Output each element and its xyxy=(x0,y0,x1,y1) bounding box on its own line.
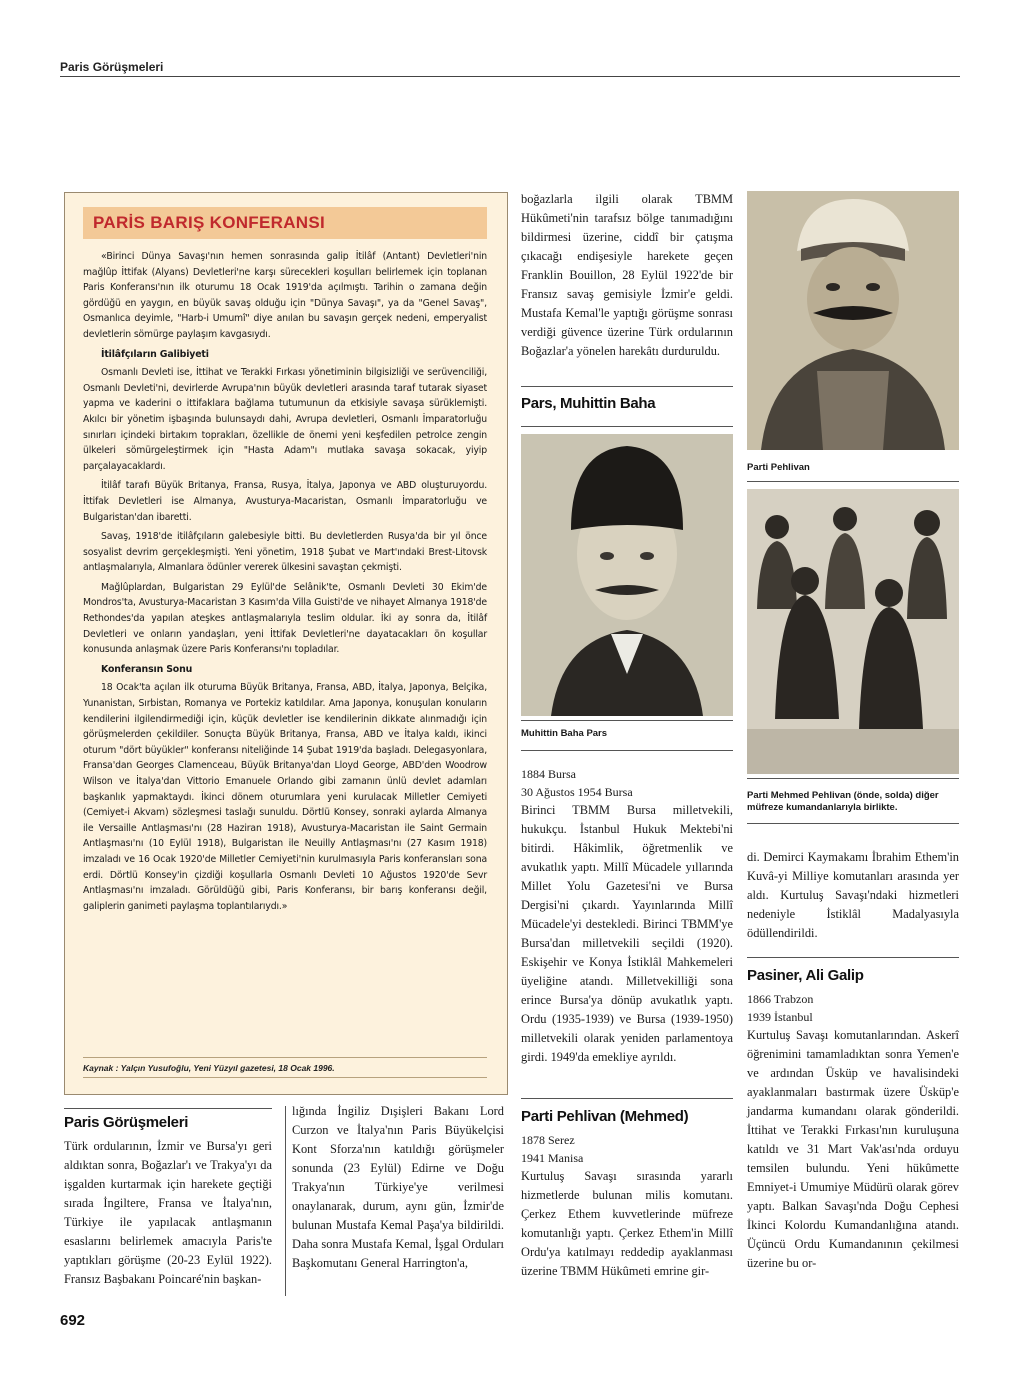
group-caption: Parti Mehmed Pehlivan (önde, solda) diğer müfreze kumandanlarıyla birlikte. xyxy=(747,790,939,813)
box-paragraph: Mağlûplardan, Bulgaristan 29 Eylül'de Selânik'te, Osmanlı Devleti 30 Ekim'de Mondros'ta, Avusturya-Macaristan 3 Kasım'da Villa Guisti'de ve nihayet Almanya 1918'de Rethondes'da yapılan ateşkes antlaşmalarıyla teslim oldular. İki ay sonra da, İtilâf Devletleri ve onların yandaşları, yeni İttifak Devletleri'ne dayatacakları ön koşullar konusunda anlaşmak üzere Paris Konferansı'nı topladılar. xyxy=(83,581,487,656)
box-body xyxy=(83,249,487,918)
portrait-illustration xyxy=(521,434,733,716)
box-source-rule xyxy=(83,1057,487,1058)
pehlivan-heading: Parti Pehlivan (Mehmed) xyxy=(521,1108,689,1125)
paris-text-1: Türk ordularının, İzmir ve Bursa'yı geri aldıktan sonra, Boğazlar'ı ve Trakya'yı da işgalden kurtarmak için harekete geçtiği sırada İngiltere, Fransa ve İtalya'nın, Türkiye ile yapılacak antlaşmanın esaslarını belirlemek amacıyla Paris'te yaptıkları görüşme (20-23 Eylül 1922). Fransız Başbakanı Poincaré'nin başkan- xyxy=(64,1139,272,1286)
paris-heading: Paris Görüşmeleri xyxy=(64,1114,189,1131)
parti-pehlivan-photo xyxy=(747,191,959,450)
box-paragraph: İtilâf tarafı Büyük Britanya, Fransa, Rusya, İtalya, Japonya ve ABD oluşturuyordu. İttifak Devletleri ise Almanya, Avusturya-Macaristan, Osmanlı İmparatorluğu ve Bulgaristan'dan ibaretti. xyxy=(83,480,487,523)
entry-rule xyxy=(747,957,959,958)
pehlivan-entry xyxy=(521,1108,733,1281)
sidebar-box xyxy=(64,192,508,1095)
pars-caption: Muhittin Baha Pars xyxy=(521,728,608,739)
photo-rule xyxy=(747,481,959,482)
box-paragraph: Osmanlı Devleti ise, İttihat ve Terakki Fırkası yönetiminin bilgisizliği ve serüvenciliği, Osmanlı Devleti'ni, devirlerde Avrupa'nın büyük devletleri arasında taraf tutarak siyaset yapma ve kaderini o ittifaklara bağlama tutumunun da etkisiyle savaşa sürüklemişti. Akılcı bir yönetim işbaşında bulunsaydı dahi, Avrupa devletleri, Osmanlı İmparatorluğu sınırları içindeki birtakım toprakları, özellikle de önemi yeni keşfedilen petrolce zengin ülkeleri sömürgeleştirmek için "Hasta Adam"ı mutlaka savaşa sokacak, yiyip parçalayacaklardı. xyxy=(83,367,487,472)
box-bottom-rule xyxy=(83,1077,487,1078)
pars-heading: Pars, Muhittin Baha xyxy=(521,395,656,412)
box-subhead: İtilâfçıların Galibiyeti xyxy=(101,348,209,360)
photo-rule xyxy=(521,426,733,427)
box-title: PARİS BARIŞ KONFERANSI xyxy=(83,207,487,239)
pasiner-died: 1939 İstanbul xyxy=(747,1010,813,1024)
pehlivan-died: 1941 Manisa xyxy=(521,1151,584,1165)
boğazlar-text: boğazlarla ilgili olarak TBMM Hükûmeti'nin tarafsız bölge tanımadığını bildirmesi üzerine, ciddî bir çatışma çıkacağı endişesiyle harekete geçen Franklin Bouillon, 28 Eylül 1922'de bir Fransız savaş gemisiyle İzmir'e geldi. Mustafa Kemal'le yaptığı görüşme sonrası verdiği güvence üzerine Türk ordularının Boğazlar'a yönelen harekâtı durduruldu. xyxy=(521,192,733,358)
running-header: Paris Görüşmeleri xyxy=(60,60,164,74)
box-subhead: Konferansın Sonu xyxy=(101,663,193,675)
pasiner-entry xyxy=(747,967,959,1273)
pars-died: 30 Ağustos 1954 Bursa xyxy=(521,785,633,799)
box-paragraph: 18 Ocak'ta açılan ilk oturuma Büyük Britanya, Fransa, ABD, İtalya, Japonya, Belçika, Yunanistan, Sırbistan, Romanya ve Portekiz katıldılar. Ama Japonya, konuşulan konuların kendilerini ilgilendirmediği için, küçük devletler ise kendilerinin dikkate alınmadığı için görüşmelerden çekildiler. Sonuçta Büyük Britanya, Fransa, ABD ve İtalya kaldı, ikinci oturum "dört büyükler" konferansı niteliğinde 14 Şubat 1919'da başladı. Delegasyonlara, Fransa'dan Georges Clamenceau, Büyük Britanya'dan Lloyd George, ABD'den Woodrow Wilson ve İtalya'dan Vittorio Emanuele Orlando gibi zamanın ünlü devlet adamları başkanlık yapmaktaydı. İkinci dönem oturumlara yeni kurulacak Milletler Cemiyeti (Cemiyet-i Akvam) sözleşmesi taslağı sunuldu. Dörtlü Konsey, sonraki aylarda Almanya ile Versaille Antlaşması'nı (28 Haziran 1918), Avusturya-Macaristan ile Saint Germain Antlaşması'nı (10 Eylül 1918), Bulgaristan ile Neuilly Antlaşması'nı (27 Kasım 1918) imzaladı ve 16 Ocak 1920'de Milletler Cemiyeti'nin kurulmasıyla Paris konferansları sona erdi. Dörtlü Konsey'in çizdiği koşullarla Osmanlı Devleti 10 Ağustos 1920'de Sevr Antlaşması'nı imzaladı. Görüldüğü gibi, Paris Konferansı, bir barış konferansı değil, galiplerin ganimeti paylaşma toplantılarıydı.» xyxy=(83,682,487,912)
pasiner-text: Kurtuluş Savaşı komutanlarından. Askerî öğrenimini tamamladıktan sonra Yemen'e ve ardından Üsküp ve havalisindeki ayaklanmaları bastırmak üzere Üsküp'e jandarma kumandanı olarak gönderildi. İttihat ve Terakki Fırkası'nın kuruluşuna katıldı ve 31 Mart Vak'ası'nda orduyu temsilen bulundu. Yeni hükûmette Emniyet-i Umumiye Müdürü olarak görev yaptı. Balkan Savaşı'nda Doğu Cephesi İkinci Kolordu Kumandanlığına atandı. Üçüncü Ordu Kumandanının çekilmesi üzerine bu or- xyxy=(747,1028,959,1270)
caption-rule xyxy=(747,778,959,779)
portrait-illustration xyxy=(747,191,959,450)
pars-text: Birinci TBMM Bursa milletvekili, hukukçu. İstanbul Hukuk Mektebi'ni bitirdi. Hâkimlik, öğretmenlik ve avukatlık yaptı. Millî Mücadele yıllarında Millet Yolu Gazetesi'ni ve Bursa Dergisi'ni çıkardı. Yayınlarında Millî Mücadele'yi destekledi. Birinci TBMM'ye Bursa'dan milletvekili seçildi (1920). Eskişehir ve Konya İstiklâl Mahkemeleri üyeliğine atandı. Milletvekilliği sona erince Bursa'ya dönüp avukatlık yaptı. Ordu (1935-1939) ve Bursa (1939-1950) milletvekili olarak yeniden parlamentoya girdi. 1949'da emekliye ayrıldı. xyxy=(521,803,733,1064)
column-divider xyxy=(285,1106,286,1296)
muhittin-baha-pars-photo xyxy=(521,434,733,716)
pehlivan-text: Kurtuluş Savaşı sırasında yararlı hizmetlerde bulunan milis komutanı. Çerkez Ethem kuvvetlerinde müfreze komutanlığı yaptı. Çerkez Ethem'in Millî Ordu'ya katılmayı reddedip ayaklanması üzerine TBMM Hükûmeti emrine gir- xyxy=(521,1169,733,1278)
parti-pehlivan-caption: Parti Pehlivan xyxy=(747,462,810,473)
box-paragraph: Savaş, 1918'de itilâfçıların galebesiyle bitti. Bu devletlerden Rusya'da bir yıl önce sosyalist devrim gerçekleşmişti. Yeni yönetim, 1918 Şubat ve Mart'ındaki Brest-Litovsk antlaşmalarıyla, Almanlara ödünler vererek ülkesini savaştan çekmişti. xyxy=(83,531,487,574)
paris-column-2 xyxy=(292,1102,504,1273)
pars-entry xyxy=(521,765,733,1067)
paris-text-2: lığında İngiliz Dışişleri Bakanı Lord Curzon ve İtalya'nın Paris Büyükelçisi Kont Sforza'nın katıldığı görüşmeler sonunda (23 Eylül) Edirne ve Doğu Trakya'nın Türkiye'ye verilmesi onaylanarak, durum, aynı gün, İzmir'de bulunan Mustafa Kemal Paşa'ya bildirildi. Daha sonra Mustafa Kemal, İşgal Orduları Başkomutanı General Harrington'a, xyxy=(292,1104,504,1270)
pasiner-heading: Pasiner, Ali Galip xyxy=(747,967,864,984)
pasiner-born: 1866 Trabzon xyxy=(747,992,814,1006)
group-illustration xyxy=(747,489,959,774)
caption-rule xyxy=(521,720,733,721)
column-3-top xyxy=(521,190,733,361)
entry-rule xyxy=(521,386,733,387)
box-intro: «Birinci Dünya Savaşı'nın hemen sonrasında galip İtilâf (Antant) Devletleri'nin mağlûp İttifak (Alyans) Devletleri'ne karşı sürecekleri koşulları belirlemek için toplanan Paris Konferansı'nın ilk oturumu 18 Ocak 1919'da açılmıştı. Tarihin o zamana değin gördüğü en yaygın, en büyük savaş olduğu için "Dünya Savaşı", ya da "Genel Savaş", Osmanlıca deyimle, "Harb-i Umumî" diye anılan bu savaşın gerçek nedeni, emperyalist devletlerin sömürge paylaşım kavgasıydı. xyxy=(83,251,487,340)
group-photo xyxy=(747,489,959,774)
box-source: Kaynak : Yalçın Yusufoğlu, Yeni Yüzyıl gazetesi, 18 Ocak 1996. xyxy=(83,1063,335,1073)
pehlivan-continued: di. Demirci Kaymakamı İbrahim Ethem'in Kuvâ-yi Milliye komutanları arasında yer aldı. Kurtuluş Savaşı'ndaki hizmetleri nedeniyle İstiklâl Madalyasıyla ödüllendirildi. xyxy=(747,850,959,940)
pehlivan-born: 1878 Serez xyxy=(521,1133,575,1147)
caption-rule xyxy=(521,750,733,751)
column-rule xyxy=(64,1108,272,1109)
page-number: 692 xyxy=(60,1312,86,1329)
pars-born: 1884 Bursa xyxy=(521,767,576,781)
caption-rule xyxy=(747,823,959,824)
entry-rule xyxy=(521,1098,733,1099)
header-rule xyxy=(60,76,960,77)
paris-column-1 xyxy=(64,1114,272,1289)
column-4-text xyxy=(747,848,959,943)
